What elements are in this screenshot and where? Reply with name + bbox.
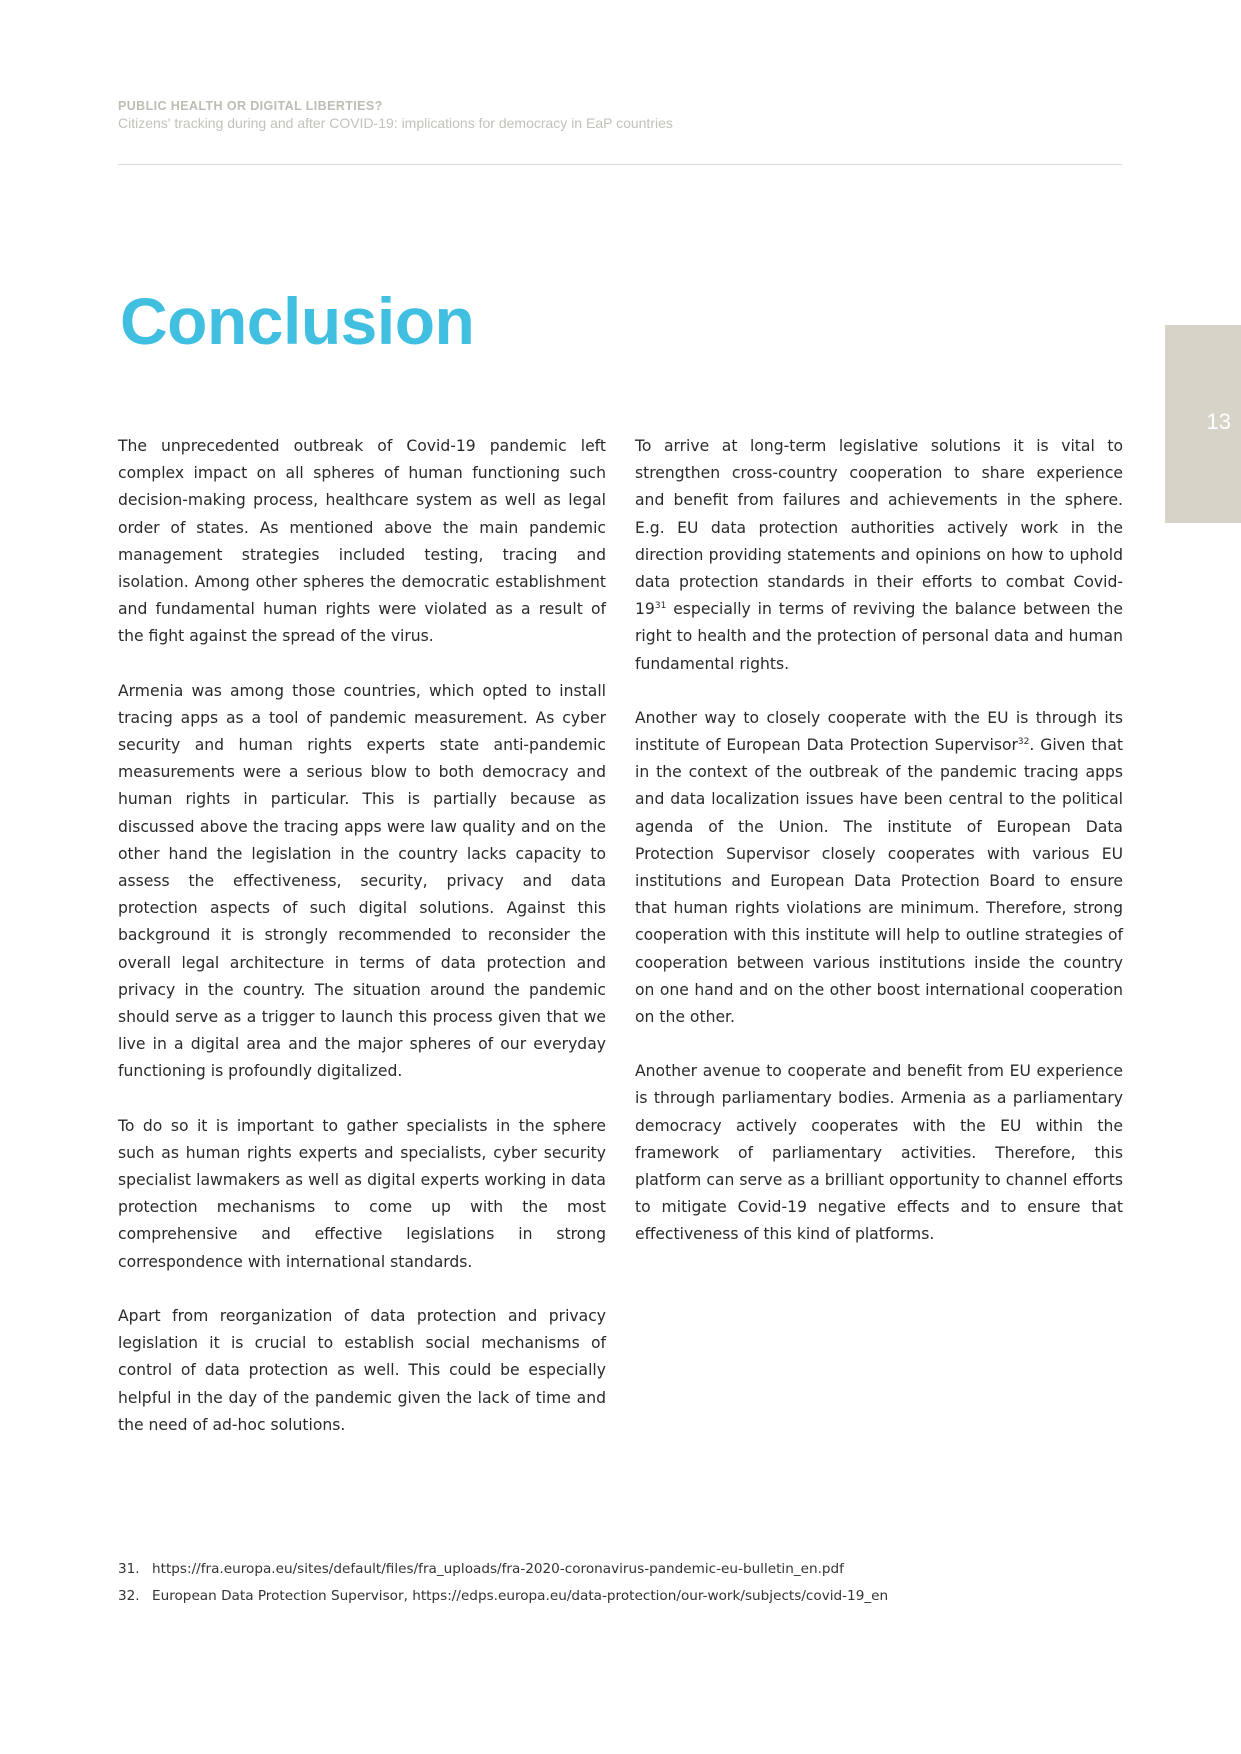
- footnote-number: 31.: [118, 1561, 140, 1577]
- footnote-link[interactable]: European Data Protection Supervisor, https://edps.europa.eu/data-protection/our-work/subjects/covid-19_en: [152, 1588, 889, 1604]
- running-header: [118, 98, 1118, 132]
- paragraph-text: To arrive at long-term legislative solutions it is vital to strengthen cross-country cooperation to share experience and benefit from failures and achievements in the sphere. E.g. EU data protection authorities actively work in the direction providing statements and opinions on how to uphold data protection standards in their efforts to combat Covid-19: [635, 437, 1123, 619]
- header-subtitle: Citizens' tracking during and after COVID-19: implications for democracy in EaP countries: [118, 115, 673, 131]
- footnote-ref[interactable]: 31: [654, 601, 667, 612]
- left-column: [118, 433, 606, 1466]
- paragraph-text: . Given that in the context of the outbreak of the pandemic tracing apps and data localization issues have been central to the political agenda of the Union. The institute of European Data Protection Supervisor closely cooperates with various EU institutions and European Data Protection Board to ensure that human rights violations are minimum. Therefore, strong cooperation with this institute will help to outline strategies of cooperation between various institutions inside the country on one hand and on the other boost international cooperation on the other.: [635, 736, 1123, 1027]
- paragraph: To do so it is important to gather specialists in the sphere such as human rights experts and specialists, cyber security specialist lawmakers as well as digital experts working in data protection mechanisms to come up with the most comprehensive and effective legislations in strong correspondence with international standards.: [118, 1116, 606, 1271]
- paragraph: Armenia was among those countries, which opted to install tracing apps as a tool of pandemic measurement. As cyber security and human rights experts state anti-pandemic measurements were a serious blow to both democracy and human rights in particular. This is partially because as discussed above the tracing apps were law quality and on the other hand the legislation in the country lacks capacity to assess the effectiveness, security, privacy and data protection aspects of such digital solutions. Against this background it is strongly recommended to reconsider the overall legal architecture in terms of data protection and privacy in the country. The situation around the pandemic should serve as a trigger to launch this process given that we live in a digital area and the major spheres of our everyday functioning is profoundly digitalized.: [118, 681, 606, 1081]
- paragraph: [635, 705, 1123, 1031]
- paragraph-text: especially in terms of reviving the balance between the right to health and the protection of personal data and human fundamental rights.: [635, 600, 1123, 673]
- footnote-number: 32.: [118, 1588, 140, 1604]
- footnote-link[interactable]: https://fra.europa.eu/sites/default/files/fra_uploads/fra-2020-coronavirus-pandemic-eu-bulletin_en.pdf: [152, 1561, 844, 1577]
- footnote: [118, 1556, 888, 1583]
- header-kicker: PUBLIC HEALTH OR DIGITAL LIBERTIES?: [118, 99, 383, 113]
- page-title: Conclusion: [120, 284, 475, 358]
- paragraph-text: Another way to closely cooperate with the EU is through its institute of European Data Protection Supervisor: [635, 708, 1123, 755]
- footnote: [118, 1583, 888, 1610]
- page-number: 13: [1206, 409, 1231, 434]
- right-column: [635, 433, 1123, 1276]
- page-number-tab: [1165, 325, 1241, 523]
- footnotes: [118, 1556, 888, 1610]
- paragraph: Another avenue to cooperate and benefit from EU experience is through parliamentary bodies. Armenia as a parliamentary democracy actively cooperates with the EU within the framework of parliamentary activities. Therefore, this platform can serve as a brilliant opportunity to channel efforts to mitigate Covid-19 negative effects and to ensure that effectiveness of this kind of platforms.: [635, 1062, 1123, 1244]
- footnote-ref[interactable]: 32: [1017, 736, 1030, 747]
- paragraph: [635, 433, 1123, 678]
- paragraph: Apart from reorganization of data protection and privacy legislation it is crucial to establish social mechanisms of control of data protection as well. This could be especially helpful in the day of the pandemic given the lack of time and the need of ad-hoc solutions.: [118, 1306, 606, 1434]
- header-divider: [118, 164, 1122, 165]
- paragraph: The unprecedented outbreak of Covid-19 pandemic left complex impact on all spheres of human functioning such decision-making process, healthcare system as well as legal order of states. As mentioned above the main pandemic management strategies included testing, tracing and isolation. Among other spheres the democratic establishment and fundamental human rights were violated as a result of the fight against the spread of the virus.: [118, 437, 606, 646]
